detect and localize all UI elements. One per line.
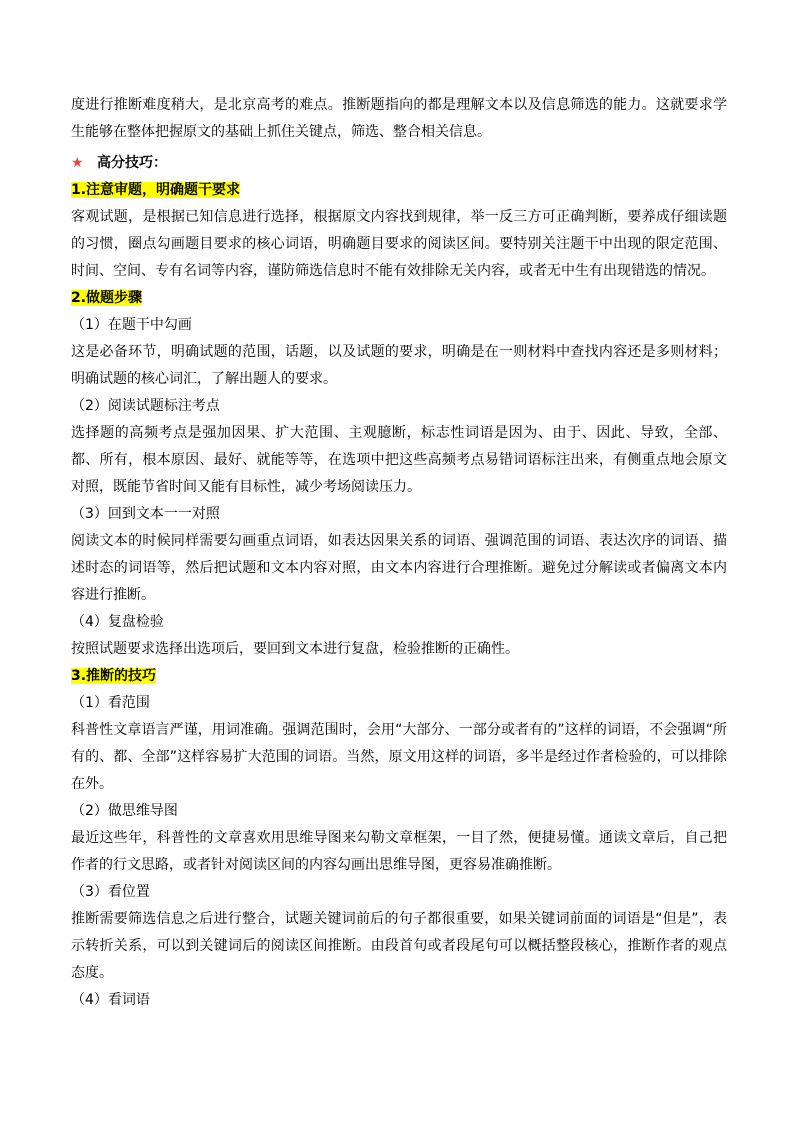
section-2-item-3-label: （3）回到文本一一对照 xyxy=(71,506,220,522)
section-2-item-2-label: （2）阅读试题标注考点 xyxy=(71,398,220,414)
section-3-item-2-label: （2）做思维导图 xyxy=(71,803,178,819)
section-3-item-1-label: （1）看范围 xyxy=(71,695,150,711)
section-2-item-1-label: （1）在题干中勾画 xyxy=(71,317,192,333)
tips-title-text: 高分技巧： xyxy=(97,155,167,171)
section-3-item-4-label: （4）看词语 xyxy=(71,992,150,1008)
section-1-heading-text: 1.注意审题，明确题干要求 xyxy=(71,182,241,198)
star-icon: ★ xyxy=(71,155,84,171)
section-2-item-3-body: 阅读文本的时候同样需要勾画重点词语，如表达因果关系的词语、强调范围的词语、表达次序的词语、描述时态的词语等，然后把试题和文本内容对照，由文本内容进行合理推断。避免过分解读或者偏离文本内容进行推断。 xyxy=(71,533,727,603)
intro-paragraph: 度进行推断难度稍大，是北京高考的难点。推断题指向的都是理解文本以及信息筛选的能力。这就要求学生能够在整体把握原文的基础上抓住关键点，筛选、整合相关信息。 xyxy=(71,97,727,140)
tips-title xyxy=(71,150,727,177)
section-2-item-4-body: 按照试题要求选择出选项后，要回到文本进行复盘，检验推断的正确性。 xyxy=(71,641,519,657)
section-1-heading xyxy=(71,177,727,204)
section-2-item-2-body: 选择题的高频考点是强加因果、扩大范围、主观臆断，标志性词语是因为、由于、因此、导致，全部、都、所有，根本原因、最好、就能等等，在选项中把这些高频考点易错词语标注出来，有侧重点地会原文对照，既能节省时间又能有目标性，减少考场阅读压力。 xyxy=(71,425,727,495)
section-2-item-1-body: 这是必备环节，明确试题的范围，话题，以及试题的要求，明确是在一则材料中查找内容还是多则材料；明确试题的核心词汇，了解出题人的要求。 xyxy=(71,344,727,387)
section-2-heading-text: 2.做题步骤 xyxy=(71,290,143,306)
section-1-body: 客观试题，是根据已知信息进行选择，根据原文内容找到规律，举一反三方可正确判断，要养成仔细读题的习惯，圈点勾画题目要求的核心词语，明确题目要求的阅读区间。要特别关注题干中出现的限定范围、时间、空间、专有名词等内容，谨防筛选信息时不能有效排除无关内容，或者无中生有出现错选的情况。 xyxy=(71,209,727,279)
document-page xyxy=(71,92,727,1014)
section-3-heading xyxy=(71,663,727,690)
section-2-item-4-label: （4）复盘检验 xyxy=(71,614,164,630)
section-3-item-3-label: （3）看位置 xyxy=(71,884,150,900)
section-3-item-1-body: 科普性文章语言严谨，用词准确。强调范围时，会用“大部分、一部分或者有的”这样的词语，不会强调“所有的、都、全部”这样容易扩大范围的词语。当然，原文用这样的词语，多半是经过作者检验的，可以排除在外。 xyxy=(71,722,727,792)
section-2-heading xyxy=(71,285,727,312)
section-3-heading-text: 3.推断的技巧 xyxy=(71,668,157,684)
section-3-item-2-body: 最近这些年，科普性的文章喜欢用思维导图来勾勒文章框架，一目了然，便捷易懂。通读文章后，自己把作者的行文思路，或者针对阅读区间的内容勾画出思维导图，更容易准确推断。 xyxy=(71,830,727,873)
section-3-item-3-body: 推断需要筛选信息之后进行整合，试题关键词前后的句子都很重要，如果关键词前面的词语是“但是”，表示转折关系，可以到关键词后的阅读区间推断。由段首句或者段尾句可以概括整段核心，推断作者的观点态度。 xyxy=(71,911,727,981)
